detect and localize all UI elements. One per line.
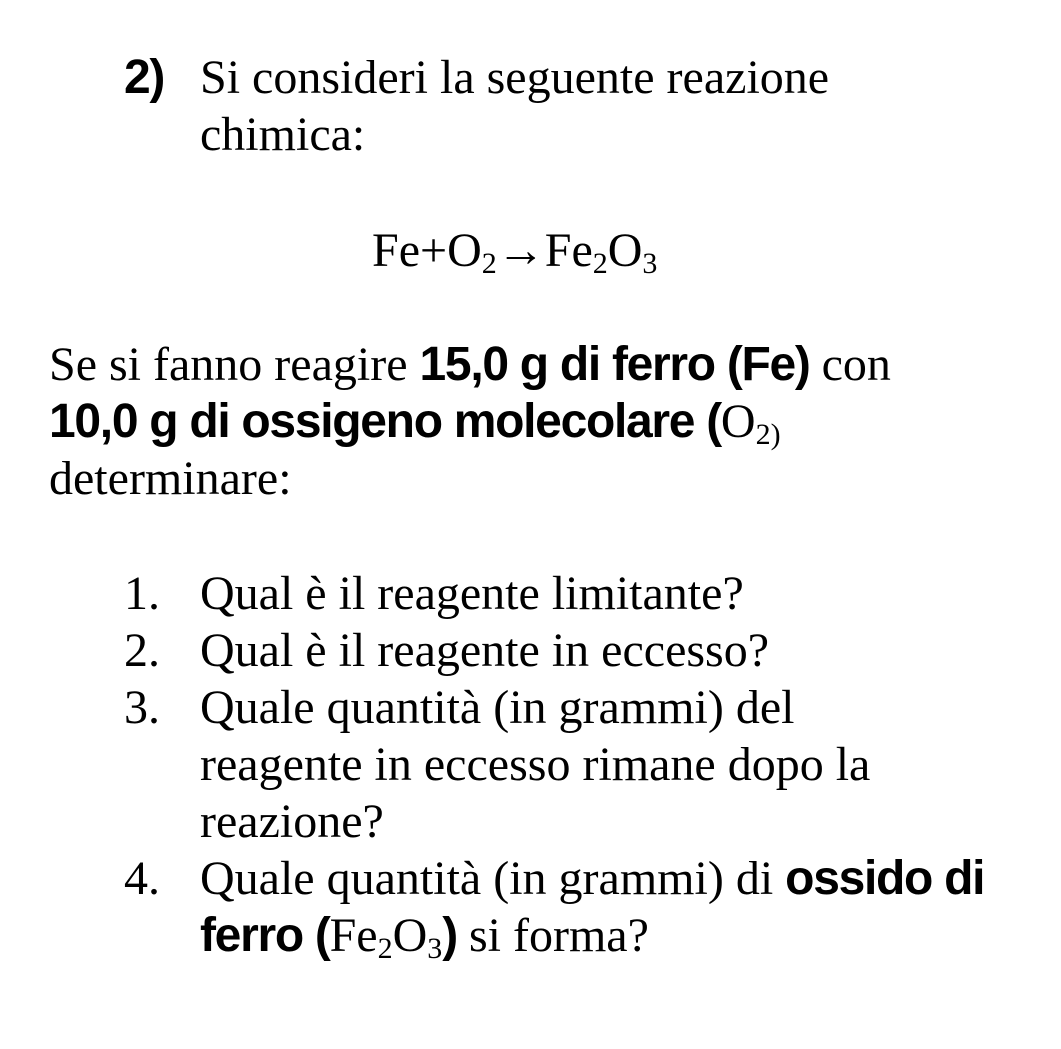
statement-oxygen-mass: 10,0 g di ossigeno molecolare (: [49, 395, 721, 448]
question-4-bold-close: ): [442, 909, 457, 962]
question-4-bold: ossido di: [785, 852, 985, 905]
equation-product-oxygen-subscript: 3: [642, 247, 658, 280]
question-4-line1: [200, 851, 984, 907]
question-4-formula-fe-subscript: 2: [377, 932, 393, 965]
question-3-line2: reagente in eccesso rimane dopo la: [200, 738, 871, 791]
question-4-formula-o: O: [392, 909, 428, 962]
question-2-text: Qual è il reagente in eccesso?: [200, 624, 770, 677]
equation-product-iron-subscript: 2: [592, 247, 608, 280]
chemical-equation: [372, 223, 657, 279]
question-4-formula-o-subscript: 3: [427, 932, 443, 965]
question-1-text: Qual è il reagente limitante?: [200, 567, 744, 620]
equation-arrow: →: [496, 224, 545, 277]
statement-oxygen-formula: O: [720, 395, 756, 448]
problem-intro-line2: chimica:: [200, 108, 366, 161]
statement-con: con: [809, 338, 891, 391]
question-1-number: 1.: [124, 567, 160, 620]
question-4-tail: si forma?: [456, 909, 649, 962]
question-3-line1: Quale quantità (in grammi) del: [200, 681, 795, 734]
question-4-bold-ferro: ferro (: [200, 909, 330, 962]
equation-reactant-oxygen: O: [447, 224, 482, 277]
question-4-line2: [200, 908, 649, 964]
statement-determinare: determinare:: [49, 452, 292, 505]
question-4-formula-fe: Fe: [329, 909, 378, 962]
equation-reactant-iron: Fe: [372, 224, 420, 277]
statement-oxygen-subscript: 2): [755, 418, 781, 451]
question-3-number: 3.: [124, 681, 160, 734]
equation-oxygen-subscript: 2: [481, 247, 497, 280]
statement-iron-mass: 15,0 g di ferro (Fe): [419, 338, 810, 391]
statement-prefix: Se si fanno reagire: [49, 338, 420, 391]
statement-line1: [49, 337, 891, 393]
question-4-number: 4.: [124, 852, 160, 905]
question-3-line3: reazione?: [200, 795, 384, 848]
problem-number: 2): [124, 51, 165, 104]
statement-line2: [49, 394, 781, 450]
equation-plus: +: [420, 224, 448, 277]
question-2-number: 2.: [124, 624, 160, 677]
question-4-plain: Quale quantità (in grammi) di: [200, 852, 786, 905]
equation-product-iron: Fe: [544, 224, 593, 277]
equation-product-oxygen: O: [607, 224, 643, 277]
problem-intro-line1: Si consideri la seguente reazione: [200, 51, 830, 104]
